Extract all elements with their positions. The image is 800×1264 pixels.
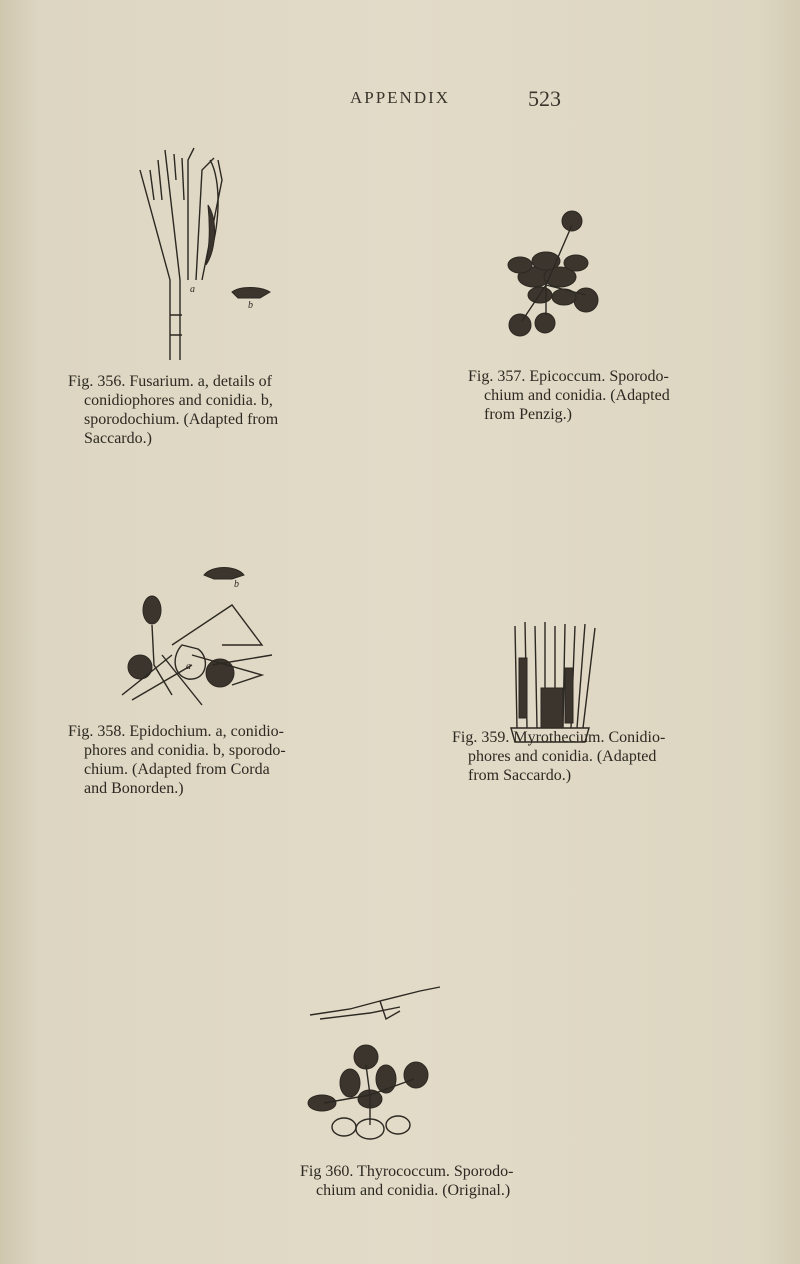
caption-line: from Penzig.) bbox=[484, 406, 572, 423]
caption-line: Fig. 358. Epidochium. a, conidio- bbox=[68, 723, 284, 740]
caption-line: chium and conidia. (Original.) bbox=[316, 1182, 511, 1199]
caption-line: conidiophores and conidia. b, bbox=[84, 392, 273, 409]
caption-line: Fig 360. Thyrococcum. Sporodo- bbox=[300, 1163, 514, 1180]
caption-line: phores and conidia. b, sporodo- bbox=[84, 742, 286, 759]
fig-360-caption bbox=[300, 1162, 620, 1200]
fig-357-caption bbox=[468, 367, 768, 424]
fig-358-illustration bbox=[112, 545, 292, 710]
fig-358-label-b: b bbox=[234, 579, 239, 590]
caption-line: phores and conidia. (Adapted bbox=[468, 748, 657, 765]
fig-360-illustration bbox=[290, 975, 460, 1155]
caption-line: chium. (Adapted from Corda bbox=[84, 761, 270, 778]
caption-line: Fig. 359. Myrothecium. Conidio- bbox=[452, 729, 666, 746]
page-number: 523 bbox=[528, 86, 561, 111]
fig-359-caption bbox=[452, 728, 772, 785]
caption-line: Saccardo.) bbox=[84, 430, 152, 447]
caption-line: and Bonorden.) bbox=[84, 780, 184, 797]
caption-line: Fig. 356. Fusarium. a, details of bbox=[68, 373, 272, 390]
fig-356-illustration bbox=[110, 140, 310, 365]
fig-358-caption bbox=[68, 722, 368, 798]
fig-356-label-b: b bbox=[248, 300, 253, 311]
running-head: APPENDIX bbox=[349, 88, 451, 107]
caption-line: sporodochium. (Adapted from bbox=[84, 411, 279, 428]
fig-358-label-a: a bbox=[186, 661, 191, 672]
fig-357-illustration bbox=[490, 205, 620, 345]
caption-line: from Saccardo.) bbox=[468, 767, 572, 784]
fig-356-label-a: a bbox=[190, 284, 195, 295]
caption-line: chium and conidia. (Adapted bbox=[484, 387, 670, 404]
caption-line: Fig. 357. Epicoccum. Sporodo- bbox=[468, 368, 669, 385]
fig-356-caption bbox=[68, 372, 368, 448]
